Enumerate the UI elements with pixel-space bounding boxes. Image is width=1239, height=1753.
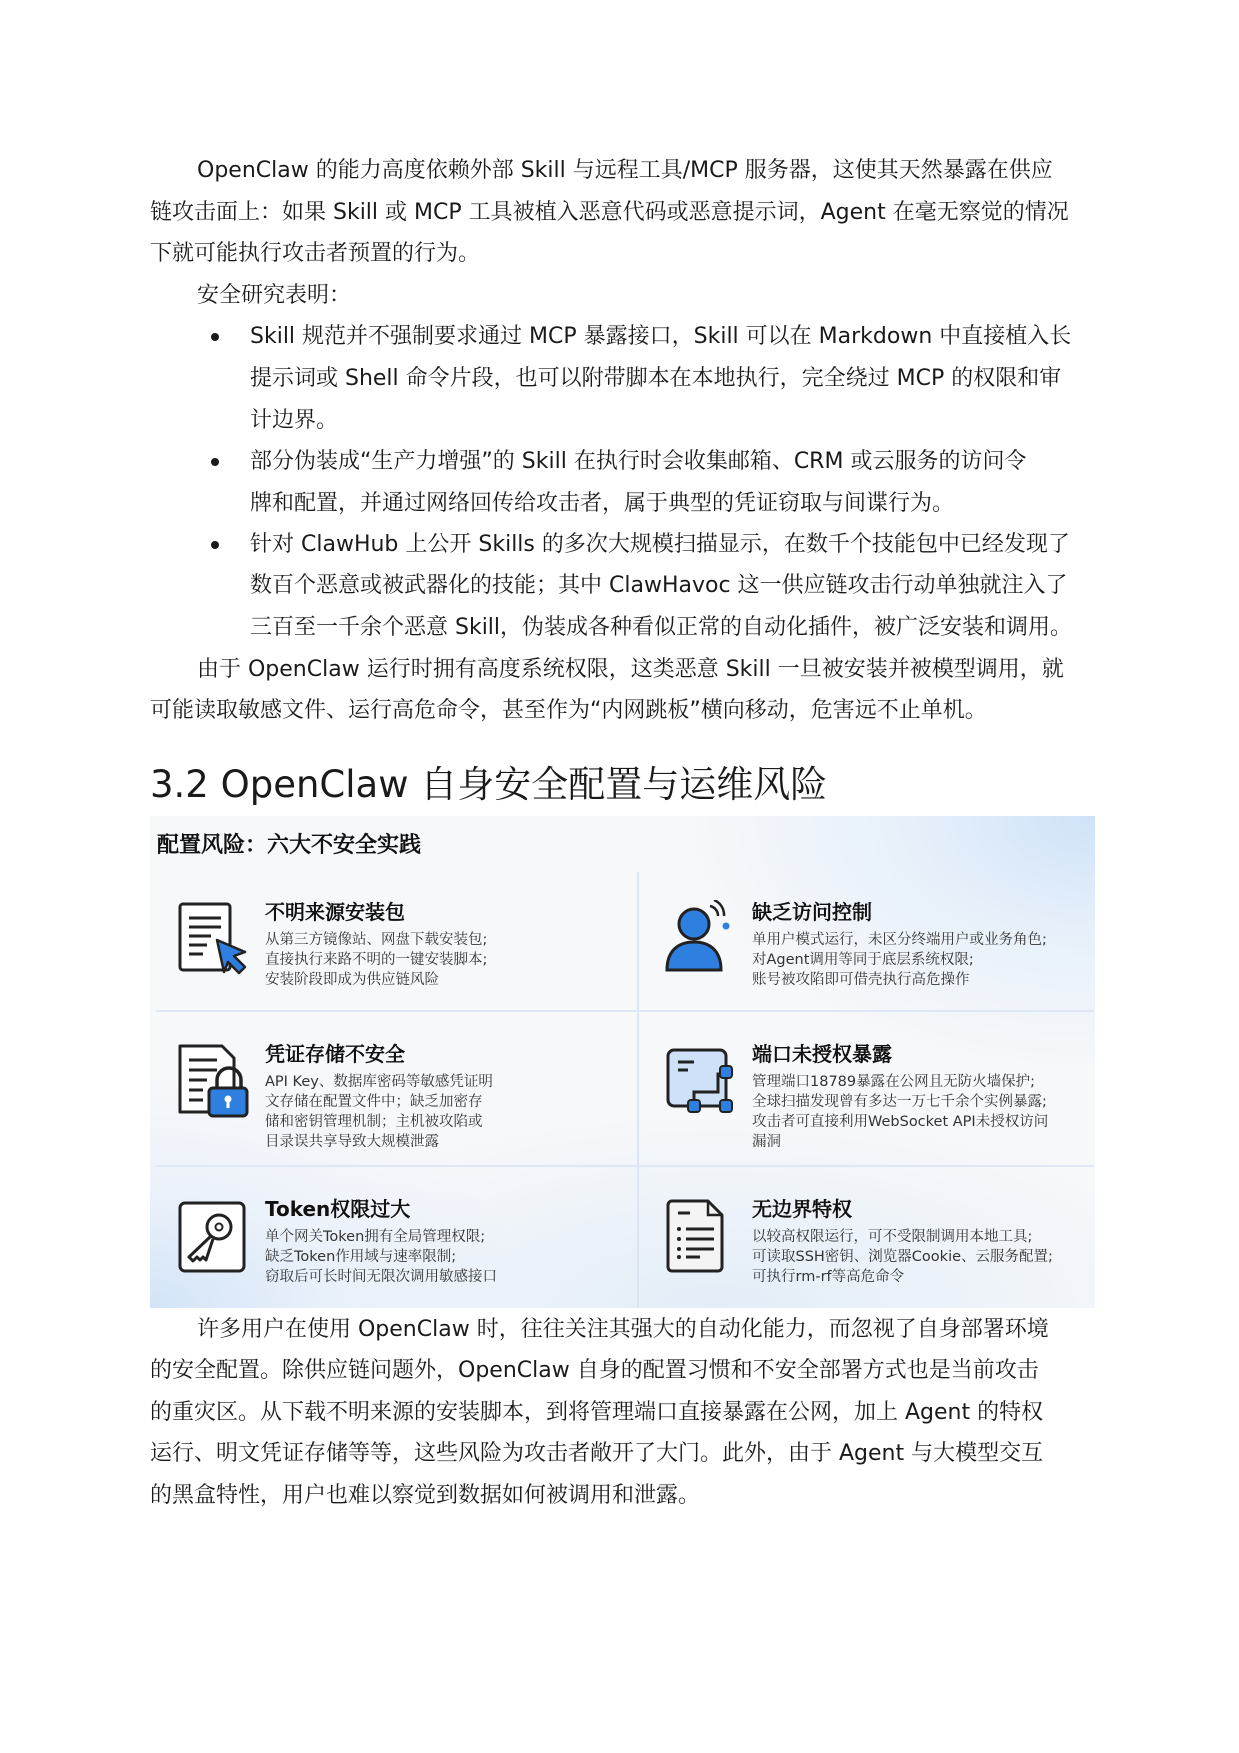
figure-title: 配置风险：六大不安全实践 — [157, 833, 422, 858]
user-access-icon — [664, 900, 744, 980]
text-line: 许多用户在使用 OpenClaw 时，往往关注其强大的自动化能力，而忽视了自身部署环境 — [197, 1317, 1049, 1342]
text-line: Skill 规范并不强制要求通过 MCP 暴露接口，Skill 可以在 Markdown 中直接植入长 — [250, 324, 1072, 349]
text-line: 部分伪装成“生产力增强”的 Skill 在执行时会收集邮箱、CRM 或云服务的访问令 — [250, 449, 1027, 474]
text-line: 数百个恶意或被武器化的技能；其中 ClawHavoc 这一供应链攻击行动单独就注入了 — [250, 573, 1068, 598]
text-line: 针对 ClawHub 上公开 Skills 的多次大规模扫描显示，在数千个技能包中已经发现了 — [250, 532, 1070, 557]
text-line: OpenClaw 的能力高度依赖外部 Skill 与远程工具/MCP 服务器，这使其天然暴露在供应 — [197, 158, 1053, 183]
text-line: 牌和配置，并通过网络回传给攻击者，属于典型的凭证窃取与间谍行为。 — [250, 491, 955, 516]
text-line: 链攻击面上：如果 Skill 或 MCP 工具被植入恶意代码或恶意提示词，Agent 在毫无察觉的情况 — [150, 200, 1069, 225]
divider — [156, 1165, 1094, 1167]
bullet-icon — [211, 458, 219, 466]
card-title: Token权限过大 — [265, 1197, 411, 1221]
config-risk-figure — [150, 816, 1095, 1308]
document-lock-icon — [177, 1042, 257, 1122]
section-heading: 3.2 OpenClaw 自身安全配置与运维风险 — [150, 763, 828, 806]
research-intro: 安全研究表明： — [197, 283, 352, 308]
bullet-icon — [211, 333, 219, 341]
text-line: 提示词或 Shell 命令片段，也可以附带脚本在本地执行，完全绕过 MCP 的权限和审 — [250, 366, 1062, 391]
card-title: 不明来源安装包 — [265, 900, 405, 924]
card-title: 缺乏访问控制 — [752, 900, 872, 924]
divider — [637, 872, 639, 1308]
card-description: 从第三方镜像站、网盘下载安装包; 直接执行来路不明的一键安装脚本; 安装阶段即成为供应链风险 — [265, 932, 488, 988]
text-line: 三百至一千余个恶意 Skill，伪装成各种看似正常的自动化插件，被广泛安装和调用。 — [250, 615, 1073, 640]
document-list-icon — [664, 1197, 744, 1277]
document-cursor-icon — [177, 900, 257, 980]
text-line: 的重灾区。从下载不明来源的安装脚本，到将管理端口直接暴露在公网，加上 Agent 的特权 — [150, 1400, 1044, 1425]
text-line: 可能读取敏感文件、运行高危命令，甚至作为“内网跳板”横向移动，危害远不止单机。 — [150, 698, 987, 723]
card-title: 凭证存储不安全 — [265, 1042, 405, 1066]
text-line: 运行、明文凭证存储等等，这些风险为攻击者敞开了大门。此外，由于 Agent 与大模型交互 — [150, 1441, 1044, 1466]
text-line: 的黑盒特性，用户也难以察觉到数据如何被调用和泄露。 — [150, 1483, 701, 1508]
text-line: 由于 OpenClaw 运行时拥有高度系统权限，这类恶意 Skill 一旦被安装并被模型调用，就 — [197, 657, 1064, 682]
key-icon — [177, 1197, 257, 1277]
card-description: 单个网关Token拥有全局管理权限; 缺乏Token作用域与速率限制; 窃取后可长时间无限次调用敏感接口 — [265, 1229, 497, 1285]
port-network-icon — [664, 1042, 744, 1122]
divider — [156, 1010, 1094, 1012]
text-line: 的安全配置。除供应链问题外，OpenClaw 自身的配置习惯和不安全部署方式也是当前攻击 — [150, 1358, 1039, 1383]
bullet-icon — [211, 541, 219, 549]
text-line: 下就可能执行攻击者预置的行为。 — [150, 241, 481, 266]
card-description: API Key、数据库密码等敏感凭证明 文存储在配置文件中；缺乏加密存 储和密钥管理机制；主机被攻陷或 目录误共享导致大规模泄露 — [265, 1074, 493, 1150]
card-title: 无边界特权 — [752, 1197, 852, 1221]
card-title: 端口未授权暴露 — [752, 1042, 892, 1066]
card-description: 管理端口18789暴露在公网且无防火墙保护; 全球扫描发现曾有多达一万七千余个实例暴露; 攻击者可直接利用WebSocket API未授权访问 漏洞 — [752, 1074, 1049, 1150]
text-line: 计边界。 — [250, 408, 339, 433]
card-description: 单用户模式运行，未区分终端用户或业务角色; 对Agent调用等同于底层系统权限; 账号被攻陷即可借壳执行高危操作 — [752, 932, 1047, 988]
card-description: 以较高权限运行，可不受限制调用本地工具; 可读取SSH密钥、浏览器Cookie、云服务配置; 可执行rm-rf等高危命令 — [752, 1229, 1053, 1285]
